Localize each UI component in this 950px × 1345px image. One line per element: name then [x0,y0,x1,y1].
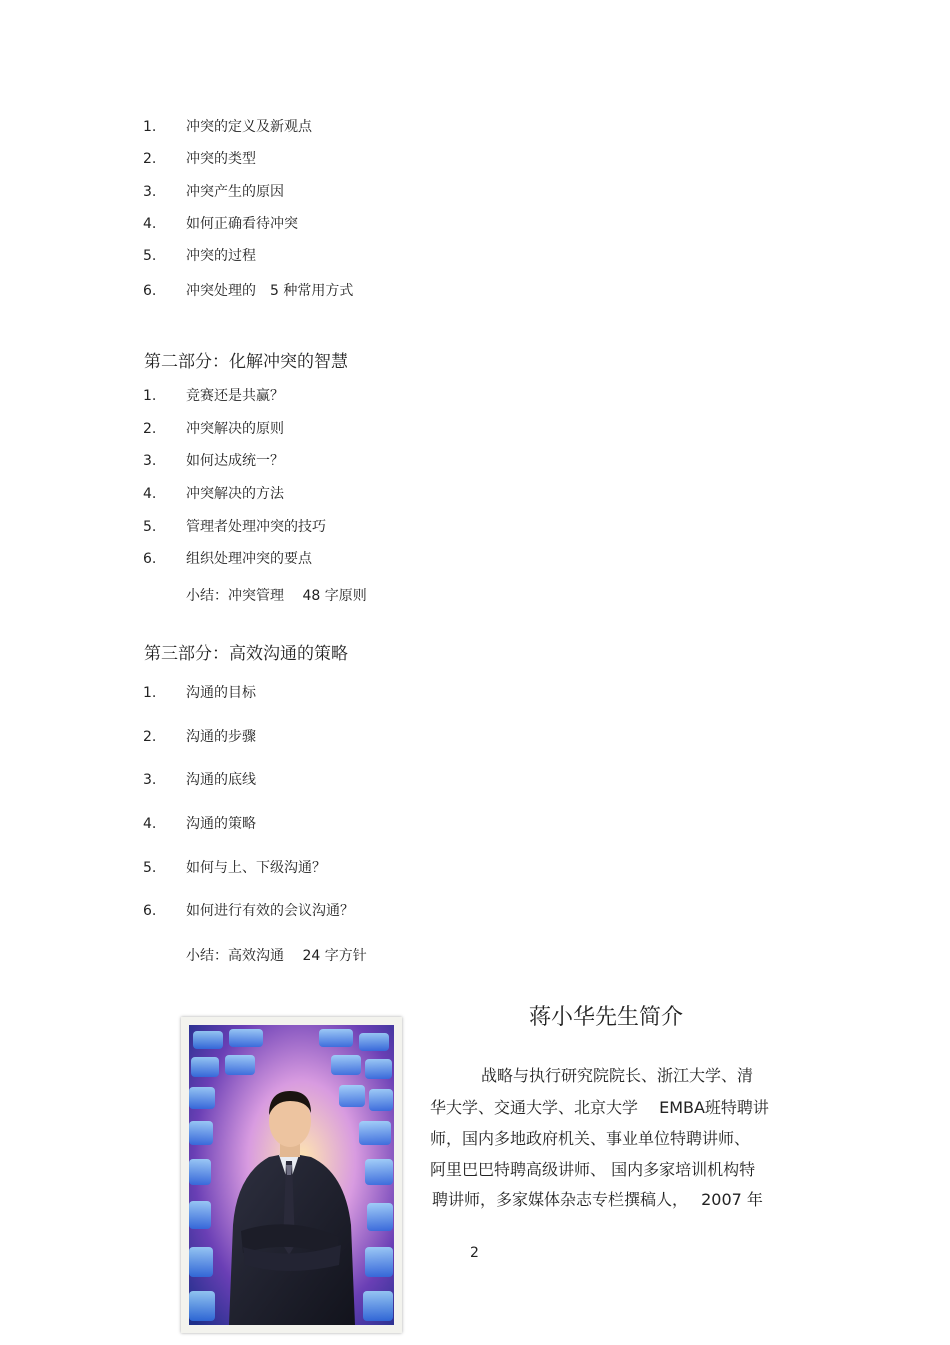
list-number: 2. [143,729,157,745]
list-number: 4. [143,486,157,502]
list-number: 6. [143,283,157,299]
list-number: 6. [143,903,157,919]
list-number: 1. [143,119,157,135]
list-number: 3. [143,184,157,200]
bio-line: 战略与执行研究院院长、浙江大学、清 [481,1066,754,1085]
section-heading: 第三部分：高效沟通的策略 [144,644,348,664]
bio-line: 华大学、交通大学、北京大学 EMBA班特聘讲 [430,1098,769,1117]
list-text: 沟通的底线 [186,772,256,788]
list-text: 冲突产生的原因 [186,184,284,200]
list-number: 3. [143,453,157,469]
list-text: 沟通的目标 [186,685,256,701]
list-text: 如何进行有效的会议沟通？ [186,903,354,919]
list-number: 6. [143,551,157,567]
page-number: 2 [470,1245,479,1261]
bio-line: 聘讲师，多家媒体杂志专栏撰稿人， 2007 年 [432,1190,763,1209]
bio-title: 蒋小华先生简介 [529,1005,684,1030]
portrait-photo [181,1017,402,1333]
list-text: 冲突的类型 [186,151,256,167]
list-text: 沟通的步骤 [186,729,256,745]
list-text: 冲突解决的方法 [186,486,284,502]
bio-line: 师，国内多地政府机关、事业单位特聘讲师、 [430,1129,751,1148]
bio-line: 阿里巴巴特聘高级讲师、 国内多家培训机构特 [430,1160,756,1179]
list-text: 沟通的策略 [186,816,256,832]
list-text: 冲突处理的 5 种常用方式 [186,283,354,299]
list-text: 冲突的定义及新观点 [186,119,312,135]
list-number: 5. [143,860,157,876]
list-text: 如何达成统一？ [186,453,284,469]
list-text: 冲突的过程 [186,248,256,264]
list-text: 如何与上、下级沟通？ [186,860,326,876]
list-text: 冲突解决的原则 [186,421,284,437]
list-number: 1. [143,685,157,701]
list-number: 4. [143,216,157,232]
list-number: 5. [143,519,157,535]
section-summary: 小结：冲突管理 48 字原则 [186,588,367,604]
list-number: 3. [143,772,157,788]
list-text: 如何正确看待冲突 [186,216,298,232]
section-summary: 小结：高效沟通 24 字方针 [186,948,367,964]
list-number: 2. [143,421,157,437]
list-number: 5. [143,248,157,264]
portrait-image [189,1025,394,1325]
list-number: 2. [143,151,157,167]
list-text: 管理者处理冲突的技巧 [186,519,326,535]
list-number: 4. [143,816,157,832]
list-text: 组织处理冲突的要点 [186,551,312,567]
section-heading: 第二部分：化解冲突的智慧 [144,352,348,372]
list-number: 1. [143,388,157,404]
list-text: 竞赛还是共赢？ [186,388,284,404]
